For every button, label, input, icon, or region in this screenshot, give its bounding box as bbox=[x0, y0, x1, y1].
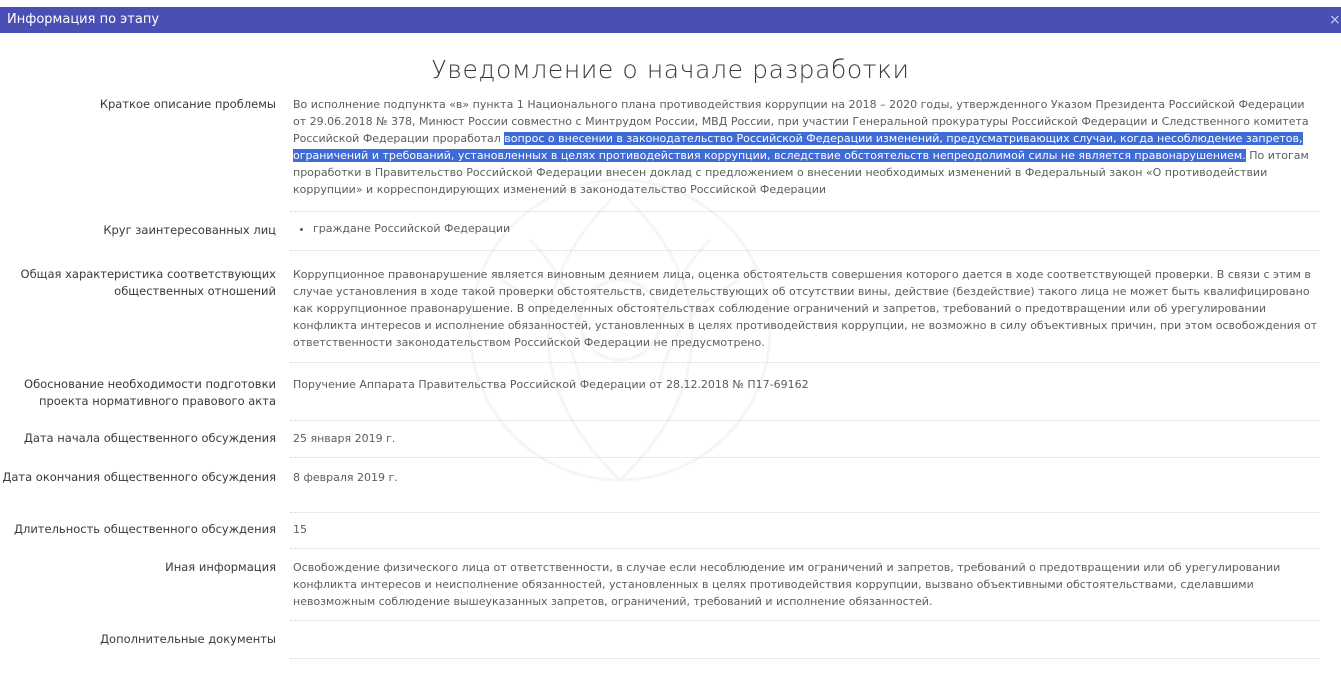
divider bbox=[290, 512, 1320, 513]
divider bbox=[290, 620, 1320, 621]
divider bbox=[290, 658, 1320, 659]
divider bbox=[290, 211, 1320, 212]
stakeholders-list bbox=[293, 220, 1319, 237]
dialog-title: Информация по этапу bbox=[7, 12, 160, 27]
label-stakeholders: Круг заинтересованных лиц bbox=[103, 223, 276, 237]
problem-text-after: По итогам проработки в Правительство Российской Федерации внесен доклад с предложением о внесении необходимых изменений в Федеральный закон «О противодействии коррупции» и корреспондирующих изменений в законодательство Российской Федерации bbox=[293, 149, 1309, 196]
value-duration: 15 bbox=[293, 523, 307, 536]
divider bbox=[290, 420, 1320, 421]
problem-text-highlighted: вопрос о внесении в законодательство Российской Федерации изменений, предусматривающих случаи, когда несоблюдение запретов, ограничений и требований, установленных в целях противодействия коррупции, вследствие обстоятельств непреодолимой силы не является правонарушением. bbox=[293, 132, 1303, 162]
label-justification: Обоснование необходимости подготовки проекта нормативного правового акта bbox=[24, 377, 276, 408]
value-stakeholders bbox=[293, 220, 1319, 237]
problem-text-before: Во исполнение подпункта «в» пункта 1 Национального плана противодействия коррупции на 2018 – 2020 годы, утвержденного Указом Президента Российской Федерации от 29.06.2018 № 378, Минюст России совместно с Минтрудом России, МВД России, при участии Генеральной прокуратуры Российской Федерации и Следственного комитета Российской Федерации проработал bbox=[293, 98, 1309, 145]
value-characteristics: Коррупционное правонарушение является виновным деянием лица, оценка обстоятельств совершения которого дается в ходе соответствующей проверки. В связи с этим в случае установления в ходе такой проверки обстоятельств, свидетельствующих об отсутствии вины, действие (бездействие) такого лица не может быть квалифицировано как коррупционное правонарушение. В определенных обстоятельствах соблюдение ограничений и запретов, требований о предотвращении или об урегулировании конфликта интересов и исполнение обязанностей, установленных в целях противодействия коррупции, не возможно в силу объективных причин, при этом освобождения от ответственности законодательством Российской Федерации не предусмотрено. bbox=[293, 268, 1318, 349]
value-end-date: 8 февраля 2019 г. bbox=[293, 471, 398, 484]
page-title: Уведомление о начале разработки bbox=[431, 55, 910, 84]
dialog-titlebar bbox=[0, 7, 1341, 33]
close-icon[interactable]: × bbox=[1329, 12, 1341, 28]
list-item: • граждане Российской Федерации bbox=[313, 220, 1319, 237]
label-start-date: Дата начала общественного обсуждения bbox=[23, 431, 276, 445]
label-documents: Дополнительные документы bbox=[100, 632, 276, 646]
value-other-info: Освобождение физического лица от ответственности, в случае если несоблюдение им ограничений и запретов, требований о предотвращении или об урегулировании конфликта интересов и неисполнение обязанностей, установленных в целях противодействия коррупции, вызвано объективными обстоятельствами, сделавшими невозможным соблюдение вышеуказанных запретов, ограничений, требований и исполнение обязанностей. bbox=[293, 561, 1281, 608]
divider bbox=[290, 362, 1320, 363]
divider bbox=[290, 548, 1320, 549]
label-characteristics: Общая характеристика соответствующих общественных отношений bbox=[20, 267, 276, 298]
label-other-info: Иная информация bbox=[165, 560, 276, 574]
label-end-date: Дата окончания общественного обсуждения bbox=[2, 470, 276, 484]
value-problem bbox=[293, 96, 1319, 198]
divider bbox=[290, 457, 1320, 458]
value-justification: Поручение Аппарата Правительства Российской Федерации от 28.12.2018 № П17-69162 bbox=[293, 378, 809, 391]
label-duration: Длительность общественного обсуждения bbox=[14, 522, 276, 536]
label-problem: Краткое описание проблемы bbox=[99, 97, 276, 111]
divider bbox=[290, 250, 1320, 251]
value-start-date: 25 января 2019 г. bbox=[293, 432, 396, 445]
